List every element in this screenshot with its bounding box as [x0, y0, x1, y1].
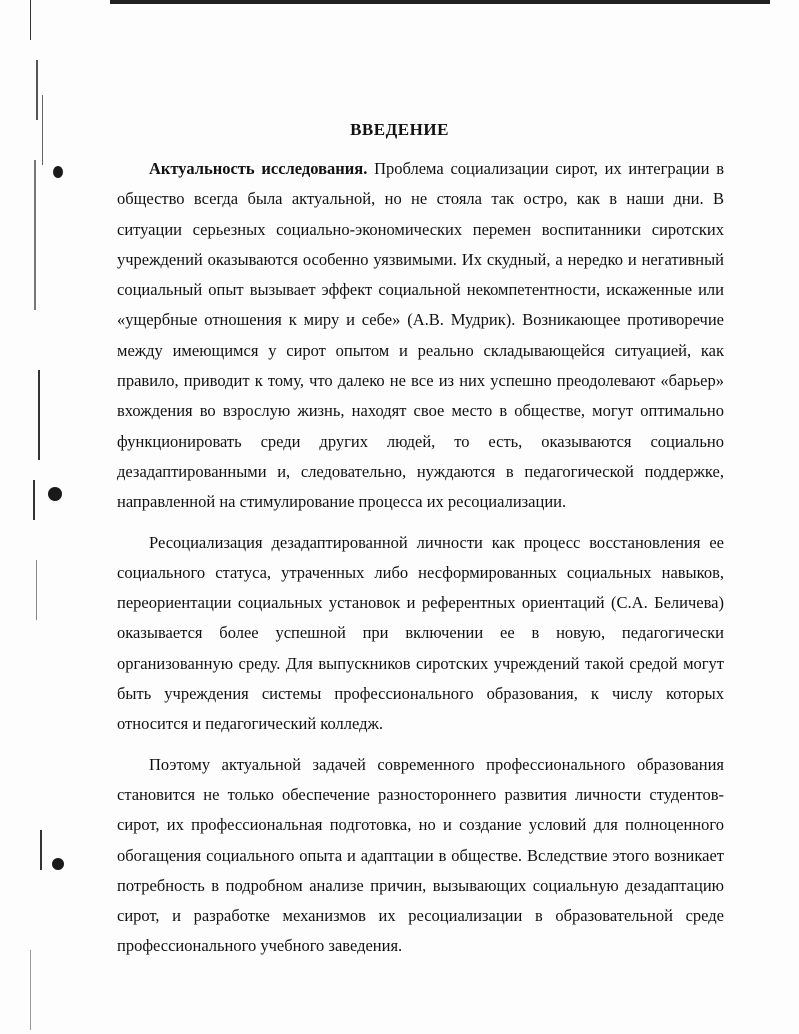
scan-line: [40, 830, 42, 870]
scan-blot: [52, 858, 64, 870]
paragraph-resocialization: [117, 528, 724, 740]
paragraph-text: Ресоциализация дезадаптированной личности как процесс восстановления ее социального статуса, утраченных либо несформированных социальных навыков, переориентации социальных установок и референтных ориентаций (С.А. Беличева) оказывается более успешной при включении ее в новую, педагогически организованную среду. Для выпускников сиротских учреждений такой средой могут быть учреждения системы профессионального образования, к числу которых относится и педагогический колледж.: [117, 532, 724, 734]
scan-blot: [53, 166, 63, 178]
left-margin-scan-artifacts: [0, 0, 80, 1034]
scan-blot: [48, 487, 62, 501]
scan-line: [33, 480, 35, 520]
scan-line: [30, 0, 31, 40]
paragraph-lead: Актуальность исследования.: [149, 159, 368, 178]
paragraph-task: [117, 750, 724, 962]
document-body: [117, 154, 724, 972]
paragraph-text: Поэтому актуальной задачей современного профессионального образования становится не только обеспечение разностороннего развития личности студентов-сирот, их профессиональная подготовка, но и создание условий для полноценного обогащения социального опыта и адаптации в обществе. Вследствие этого возникает потребность в подробном анализе причин, вызывающих социальную дезадаптацию сирот, и разработке механизмов их ресоциализации в образовательной среде профессионального учебного заведения.: [117, 754, 724, 956]
scan-line: [30, 950, 31, 1030]
scan-line: [36, 560, 37, 620]
paragraph-relevance: [117, 154, 724, 518]
scan-line: [34, 160, 36, 310]
page-title: ВВЕДЕНИЕ: [350, 120, 449, 139]
scan-line: [38, 370, 40, 460]
paragraph-text: Проблема социализации сирот, их интеграции в общество всегда была актуальной, но не стояла так остро, как в наши дни. В ситуации серьезных социально-экономических перемен воспитанники сиротских учреждений оказываются особенно уязвимыми. Их скудный, а нередко и негативный социальный опыт вызывает эффект социальной некомпетентности, искаженные или «ущербные отношения к миру и себе» (А.В. Мудрик). Возникающее противоречие между имеющимся у сирот опытом и реально складывающейся ситуацией, как правило, приводит к тому, что далеко не все из них успешно преодолевают «барьер» вхождения во взрослую жизнь, находят свое место в обществе, могут оптимально функционировать среди других людей, то есть, оказываются социально дезадаптированными и, следовательно, нуждаются в педагогической поддержке, направленной на стимулирование процесса их ресоциализации.: [117, 159, 725, 512]
scan-line: [36, 60, 38, 120]
top-edge-rule: [110, 0, 770, 4]
